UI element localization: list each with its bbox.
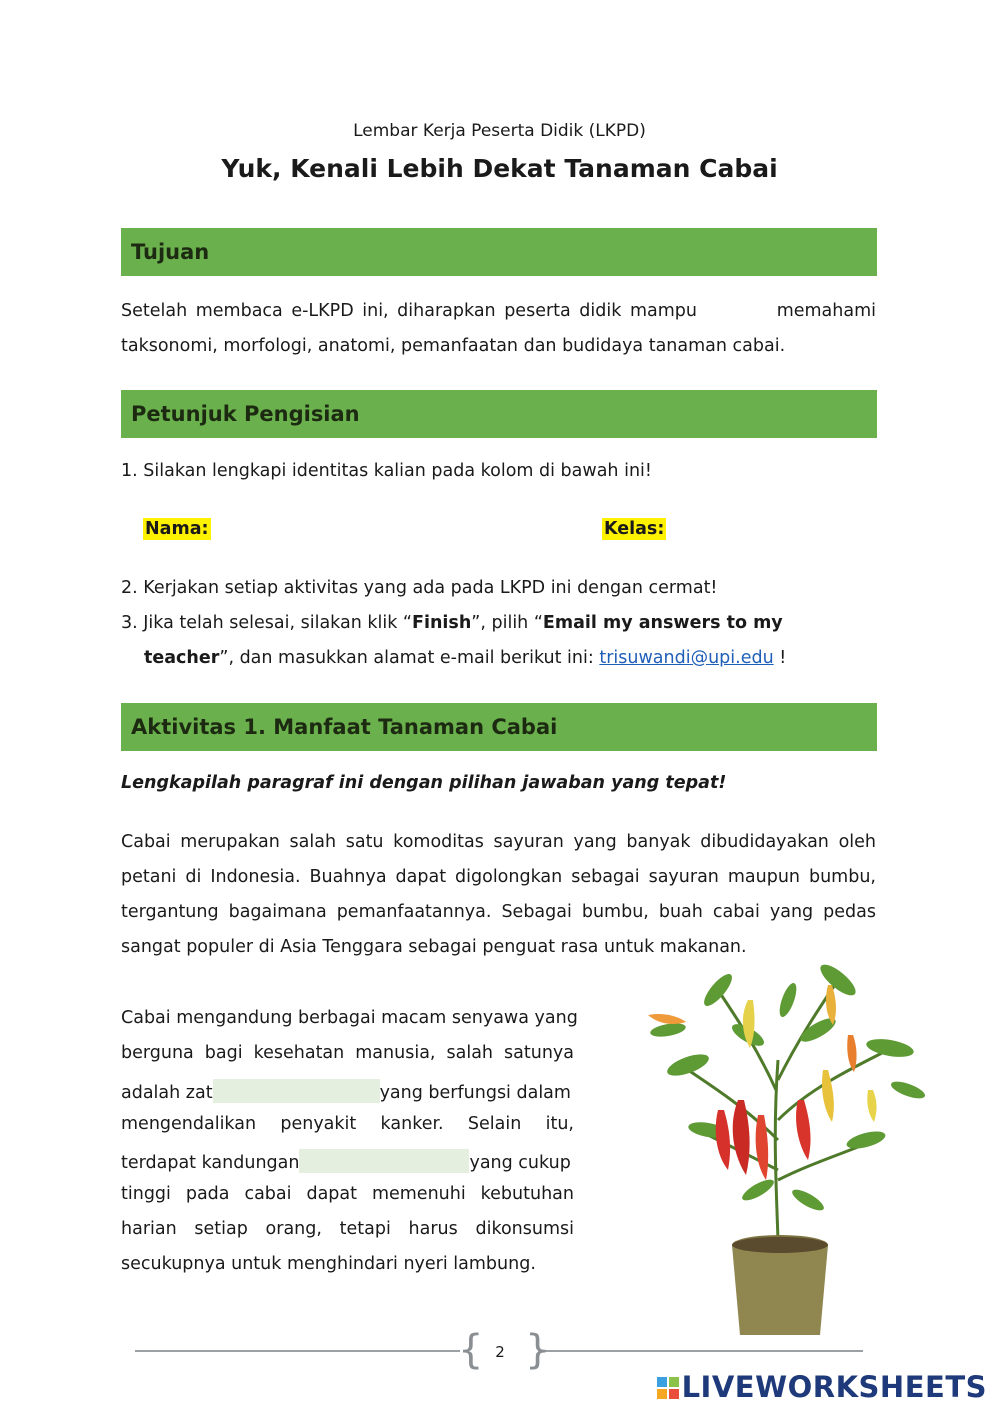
chili-peppers xyxy=(648,985,877,1180)
email-option-keyword-cont: teacher xyxy=(144,648,220,668)
instruction-step-3-cont xyxy=(144,648,786,668)
nama-label xyxy=(143,519,211,539)
activity-instruction: Lengkapilah paragraf ini dengan pilihan jawaban yang tepat! xyxy=(121,773,727,793)
p2-line-1: Cabai mengandung berbagai macam senyawa yang xyxy=(121,1008,578,1028)
p2-line-7: harian setiap orang, tetapi harus dikonsumsi xyxy=(121,1219,574,1239)
liveworksheets-icon xyxy=(657,1377,679,1399)
section-heading-aktivitas: Aktivitas 1. Manfaat Tanaman Cabai xyxy=(121,703,877,751)
chili-plant-image xyxy=(628,940,928,1340)
p2-line-6: tinggi pada cabai dapat memenuhi kebutuhan xyxy=(121,1184,574,1204)
step-3-end: ! xyxy=(773,648,787,668)
document-title: Yuk, Kenali Lebih Dekat Tanaman Cabai xyxy=(221,154,778,183)
step-3-text-c: ”, dan masukkan alamat e-mail berikut ini: xyxy=(219,648,600,668)
instruction-step-3 xyxy=(121,613,783,633)
tujuan-line-1-start: Setelah membaca e-LKPD ini, diharapkan peserta didik mampu xyxy=(121,301,697,321)
email-option-keyword: Email my answers to my xyxy=(542,613,783,633)
kelas-label-text: Kelas: xyxy=(604,519,665,539)
step-3-text-a: 3. Jika telah selesai, silakan klik “ xyxy=(121,613,412,633)
footer-brace-right: } xyxy=(525,1327,551,1373)
p2-line-5-end: yang cukup xyxy=(469,1153,571,1173)
footer-rule-right xyxy=(538,1350,863,1352)
footer-rule-left xyxy=(135,1350,460,1352)
section-heading-petunjuk: Petunjuk Pengisian xyxy=(121,390,877,438)
liveworksheets-logo[interactable] xyxy=(657,1370,987,1404)
p2-line-8: secukupnya untuk menghindari nyeri lambung. xyxy=(121,1254,536,1274)
section-heading-tujuan: Tujuan xyxy=(121,228,877,276)
page-number: 2 xyxy=(495,1343,505,1361)
p2-line-3-end: yang berfungsi dalam xyxy=(379,1083,571,1103)
tujuan-line-2: taksonomi, morfologi, anatomi, pemanfaatan dan budidaya tanaman cabai. xyxy=(121,336,786,356)
p2-line-5-start: terdapat kandungan xyxy=(121,1153,300,1173)
p2-line-3-start: adalah zat xyxy=(121,1083,213,1103)
finish-keyword: Finish xyxy=(412,613,472,633)
instruction-step-2: 2. Kerjakan setiap aktivitas yang ada pada LKPD ini dengan cermat! xyxy=(121,578,718,598)
teacher-email-link[interactable]: trisuwandi@upi.edu xyxy=(599,648,774,668)
activity-paragraph-1: Cabai merupakan salah satu komoditas sayuran yang banyak dibudidayakan oleh petani di Indonesia. Buahnya dapat digolongkan sebagai sayuran maupun bumbu, tergantung bagaimana pemanfaatannya. Sebagai bumbu, buah cabai yang pedas sangat populer di Asia Tenggara sebagai penguat rasa untuk makanan. xyxy=(121,832,876,957)
p2-line-4: mengendalikan penyakit kanker. Selain itu, xyxy=(121,1114,574,1134)
answer-blank-2[interactable] xyxy=(299,1149,469,1173)
p2-line-2: berguna bagi kesehatan manusia, salah satunya xyxy=(121,1043,574,1063)
tujuan-line-1-end: memahami xyxy=(776,301,876,321)
step-3-text-b: ”, pilih “ xyxy=(471,613,543,633)
footer-brace-left: { xyxy=(458,1327,484,1373)
liveworksheets-wordmark: LIVEWORKSHEETS xyxy=(681,1370,987,1404)
kelas-label xyxy=(602,519,666,539)
p2-line-3 xyxy=(121,1079,571,1103)
tujuan-line-1 xyxy=(121,301,876,321)
p2-line-5 xyxy=(121,1149,571,1173)
plant-pot xyxy=(732,1235,828,1335)
document-subtitle: Lembar Kerja Peserta Didik (LKPD) xyxy=(353,121,646,141)
answer-blank-1[interactable] xyxy=(213,1079,380,1103)
instruction-step-1: 1. Silakan lengkapi identitas kalian pada kolom di bawah ini! xyxy=(121,461,652,481)
nama-label-text: Nama: xyxy=(145,519,209,539)
